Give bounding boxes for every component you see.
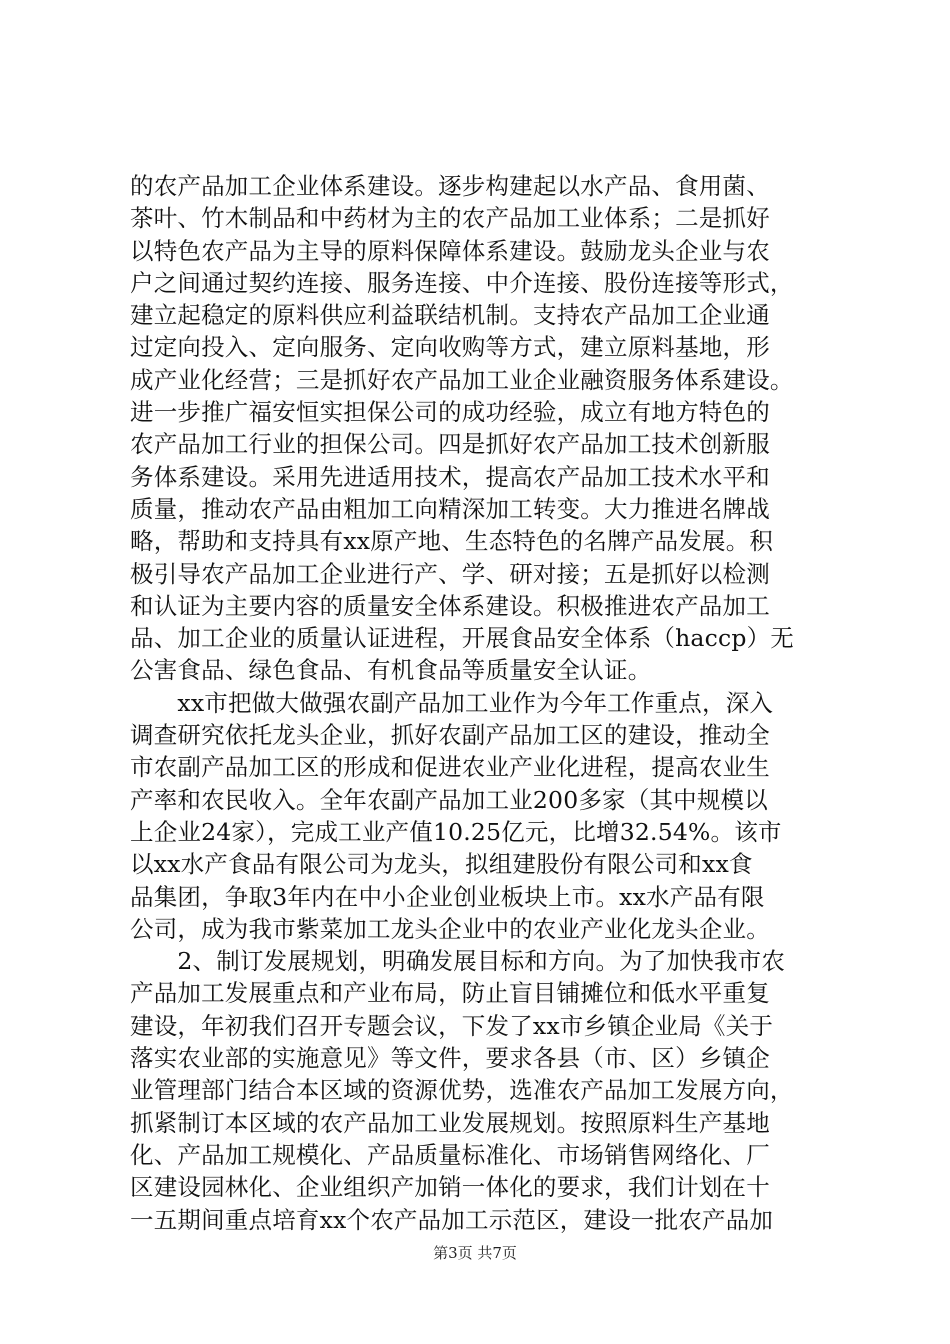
text-line: 以特色农产品为主导的原料保障体系建设。鼓励龙头企业与农	[130, 236, 770, 265]
text-line: 户之间通过契约连接、服务连接、中介连接、股份连接等形式，	[130, 268, 794, 297]
text-line: 市农副产品加工区的形成和促进农业产业化进程，提高农业生	[130, 753, 770, 782]
text-line: 品集团，争取3年内在中小企业创业板块上市。xx水产品有限	[130, 882, 765, 911]
text-line: 落实农业部的实施意见》等文件，要求各县（市、区）乡镇企	[130, 1044, 770, 1073]
text-line: 极引导农产品加工企业进行产、学、研对接；五是抓好以检测	[130, 559, 770, 588]
text-line: 进一步推广福安恒实担保公司的成功经验，成立有地方特色的	[130, 398, 770, 427]
text-line: 建立起稳定的原料供应利益联结机制。支持农产品加工企业通	[130, 301, 770, 330]
text-line: 公害食品、绿色食品、有机食品等质量安全认证。	[130, 656, 652, 685]
text-line: 以xx水产食品有限公司为龙头，拟组建股份有限公司和xx食	[130, 850, 753, 879]
text-line: 化、产品加工规模化、产品质量标准化、市场销售网络化、厂	[130, 1140, 770, 1169]
text-line: 农产品加工行业的担保公司。四是抓好农产品加工技术创新服	[130, 430, 770, 459]
text-line: 上企业24家），完成工业产值10.25亿元，比增32.54%。该市	[130, 817, 782, 846]
paragraph-start-line: 2、制订发展规划，明确发展目标和方向。为了加快我市农	[130, 947, 786, 976]
text-line: 产品加工发展重点和产业布局，防止盲目铺摊位和低水平重复	[130, 979, 770, 1008]
text-line: 质量，推动农产品由粗加工向精深加工转变。大力推进名牌战	[130, 494, 770, 523]
text-line: 的农产品加工企业体系建设。逐步构建起以水产品、食用菌、	[130, 172, 770, 200]
text-line: 抓紧制订本区域的农产品加工业发展规划。按照原料生产基地	[130, 1108, 770, 1137]
text-line: 茶叶、竹木制品和中药材为主的农产品加工业体系；二是抓好	[130, 204, 770, 233]
text-line: 品、加工企业的质量认证进程，开展食品安全体系（haccp）无	[130, 624, 795, 653]
page-footer: 第3页 共7页	[433, 1244, 517, 1262]
text-line: 一五期间重点培育xx个农产品加工示范区，建设一批农产品加	[130, 1205, 774, 1234]
text-line: 和认证为主要内容的质量安全体系建设。积极推进农产品加工	[130, 591, 770, 620]
text-line: 公司，成为我市紫菜加工龙头企业中的农业产业化龙头企业。	[130, 914, 770, 943]
text-line: 略，帮助和支持具有xx原产地、生态特色的名牌产品发展。积	[130, 527, 774, 556]
text-line: 业管理部门结合本区域的资源优势，选准农产品加工发展方向，	[130, 1076, 794, 1105]
paragraph-start-line: xx市把做大做强农副产品加工业作为今年工作重点，深入	[130, 688, 774, 717]
text-line: 成产业化经营；三是抓好农产品加工业企业融资服务体系建设。	[130, 365, 794, 394]
text-line: 调查研究依托龙头企业，抓好农副产品加工区的建设，推动全	[130, 721, 770, 750]
text-line: 区建设园林化、企业组织产加销一体化的要求，我们计划在十	[130, 1173, 770, 1202]
body-text	[130, 170, 830, 1236]
text-line: 产率和农民收入。全年农副产品加工业200多家（其中规模以	[130, 785, 768, 814]
text-line: 过定向投入、定向服务、定向收购等方式，建立原料基地，形	[130, 333, 770, 362]
text-line: 建设，年初我们召开专题会议，下发了xx市乡镇企业局《关于	[130, 1011, 774, 1040]
text-line: 务体系建设。采用先进适用技术，提高农产品加工技术水平和	[130, 462, 770, 491]
